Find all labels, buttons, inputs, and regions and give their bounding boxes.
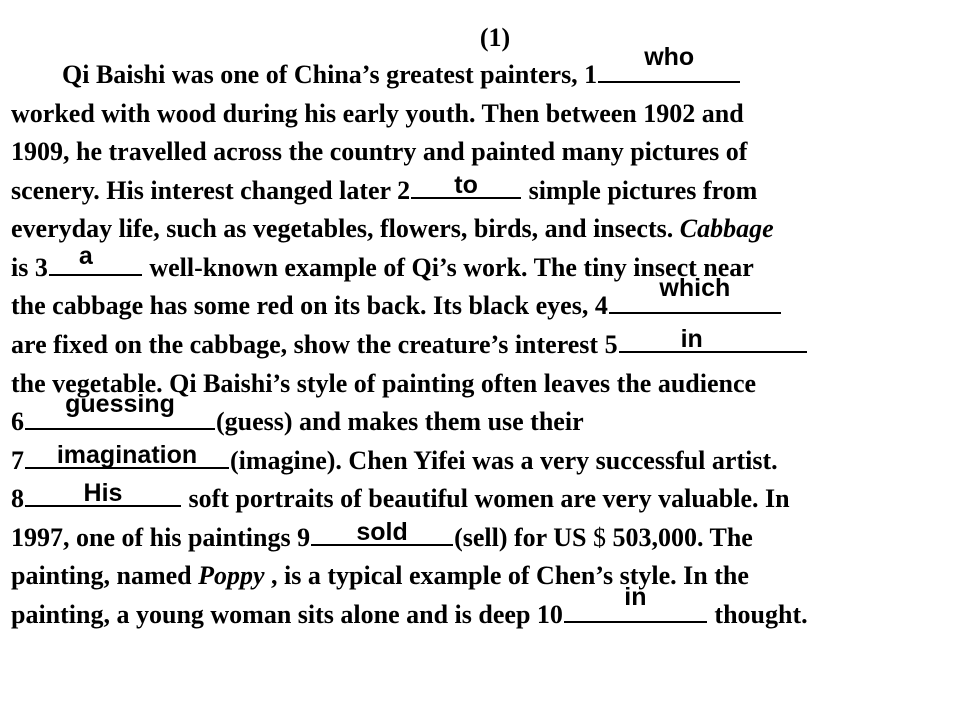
passage-text: 1909, he travelled across the country and painted many pictures of bbox=[11, 137, 748, 166]
answer-blank-4[interactable] bbox=[609, 274, 781, 314]
passage-text: are fixed on the cabbage, show the creature’s interest 5 bbox=[11, 330, 618, 359]
passage-text: (imagine). Chen Yifei was a very successful artist. bbox=[230, 446, 778, 475]
answer-blank-9[interactable] bbox=[311, 518, 453, 546]
answer-blank-2[interactable] bbox=[411, 171, 521, 199]
passage-text: (guess) and makes them use their bbox=[216, 407, 584, 436]
passage-line-12 bbox=[11, 480, 790, 518]
answer-blank-6[interactable] bbox=[25, 390, 215, 430]
handwritten-answer-1: who bbox=[644, 43, 695, 71]
answer-blank-10[interactable] bbox=[564, 583, 707, 623]
passage-line-11 bbox=[11, 442, 778, 480]
answer-blank-7[interactable] bbox=[25, 441, 229, 469]
passage-text: 1997, one of his paintings 9 bbox=[11, 523, 311, 552]
painting-title-poppy: Poppy bbox=[198, 561, 265, 590]
passage-text: the cabbage has some red on its back. Its black eyes, 4 bbox=[11, 291, 608, 320]
dollar-sign: $ bbox=[592, 523, 606, 552]
handwritten-answer-8: His bbox=[83, 479, 123, 507]
section-heading: (1) bbox=[479, 23, 511, 52]
passage-text: everyday life, such as vegetables, flowers, birds, and insects. bbox=[11, 214, 680, 243]
handwritten-answer-2: to bbox=[454, 171, 478, 199]
handwritten-answer-3: a bbox=[78, 242, 93, 270]
handwritten-answer-10: in bbox=[624, 583, 647, 611]
passage-text: the vegetable. Qi Baishi’s style of painting often leaves the audience bbox=[11, 369, 757, 398]
passage-line-1 bbox=[62, 43, 741, 94]
answer-blank-1[interactable] bbox=[598, 43, 740, 83]
passage-text: soft portraits of beautiful women are very valuable. In bbox=[182, 484, 790, 513]
answer-blank-3[interactable] bbox=[49, 242, 142, 276]
passage-line-7 bbox=[11, 274, 782, 325]
passage-text: painting, named bbox=[11, 561, 199, 590]
passage-text: is 3 bbox=[11, 253, 48, 282]
passage-text: simple pictures from bbox=[522, 176, 758, 205]
passage-text: thought. bbox=[707, 600, 808, 629]
handwritten-answer-9: sold bbox=[356, 518, 408, 546]
answer-blank-5[interactable] bbox=[619, 325, 807, 353]
passage-line-15 bbox=[11, 583, 808, 634]
passage-text: (sell) for US bbox=[454, 523, 593, 552]
handwritten-answer-7: imagination bbox=[56, 441, 198, 469]
passage-line-4 bbox=[11, 172, 757, 210]
painting-title-cabbage: Cabbage bbox=[679, 214, 774, 243]
passage-text: worked with wood during his early youth. Then between 1902 and bbox=[11, 99, 744, 128]
passage-text: 6 bbox=[11, 407, 24, 436]
passage-text: scenery. His interest changed later 2 bbox=[11, 176, 411, 205]
passage-text: well-known example of Qi’s work. The tiny insect near bbox=[142, 253, 754, 282]
passage-text: painting, a young woman sits alone and is deep 10 bbox=[11, 600, 563, 629]
passage-line-8 bbox=[11, 326, 808, 364]
passage-text: 503,000. The bbox=[605, 523, 753, 552]
passage-line-13 bbox=[11, 519, 753, 557]
handwritten-answer-6: guessing bbox=[65, 390, 175, 418]
passage-line-3 bbox=[11, 133, 747, 171]
passage-text: , is a typical example of Chen’s style. In the bbox=[264, 561, 749, 590]
passage-line-10 bbox=[11, 390, 584, 441]
passage-text: Qi Baishi was one of China’s greatest painters, 1 bbox=[62, 60, 598, 89]
passage-line-2 bbox=[11, 95, 744, 133]
handwritten-answer-4: which bbox=[659, 274, 731, 302]
passage-text: 8 bbox=[11, 484, 24, 513]
answer-blank-8[interactable] bbox=[25, 479, 181, 507]
passage-text: 7 bbox=[11, 446, 24, 475]
handwritten-answer-5: in bbox=[680, 325, 703, 353]
